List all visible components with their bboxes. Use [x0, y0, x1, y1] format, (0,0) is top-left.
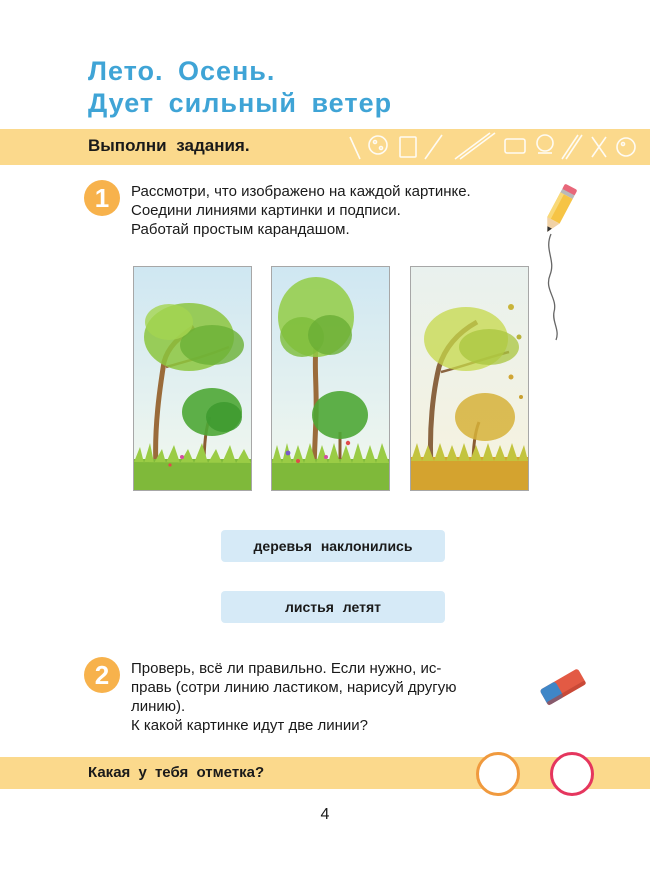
header-band: [0, 129, 650, 165]
page-title-line-2: Дует сильный ветер: [88, 88, 393, 118]
grade-circle-red[interactable]: [550, 752, 594, 796]
footer-band-label: Какая у тебя отметка?: [88, 764, 265, 781]
picture-summer-tree-strong-wind[interactable]: [133, 266, 252, 491]
page-title-line-1: Лето. Осень.: [88, 56, 276, 86]
page-number: 4: [320, 806, 330, 823]
task-2-line-2: правь (сотри линию ластиком, нарисуй другую: [131, 679, 457, 696]
eraser-icon: [538, 664, 588, 710]
caption-trees-bent[interactable]: деревья наклонились: [221, 530, 445, 562]
task-2-line-3: линию).: [131, 698, 186, 715]
pencil-icon: [534, 180, 588, 345]
task-1-line-1: Рассмотри, что изображено на каждой картинке.: [131, 183, 471, 200]
picture-summer-tree-calm[interactable]: [271, 266, 390, 491]
task-2-number: 2: [84, 657, 120, 693]
school-supplies-decoration: [330, 129, 650, 165]
task-1-number: 1: [84, 180, 120, 216]
header-band-label: Выполни задания.: [88, 136, 250, 155]
task-1-line-3: Работай простым карандашом.: [131, 221, 350, 238]
grade-circle-orange[interactable]: [476, 752, 520, 796]
task-2-line-1: Проверь, всё ли правильно. Если нужно, ис-: [131, 660, 442, 677]
caption-leaves-flying[interactable]: листья летят: [221, 591, 445, 623]
task-1-line-2: Соедини линиями картинки и подписи.: [131, 202, 401, 219]
picture-autumn-tree-leaves-flying[interactable]: [410, 266, 529, 491]
task-2-line-4: К какой картинке идут две линии?: [131, 717, 369, 734]
